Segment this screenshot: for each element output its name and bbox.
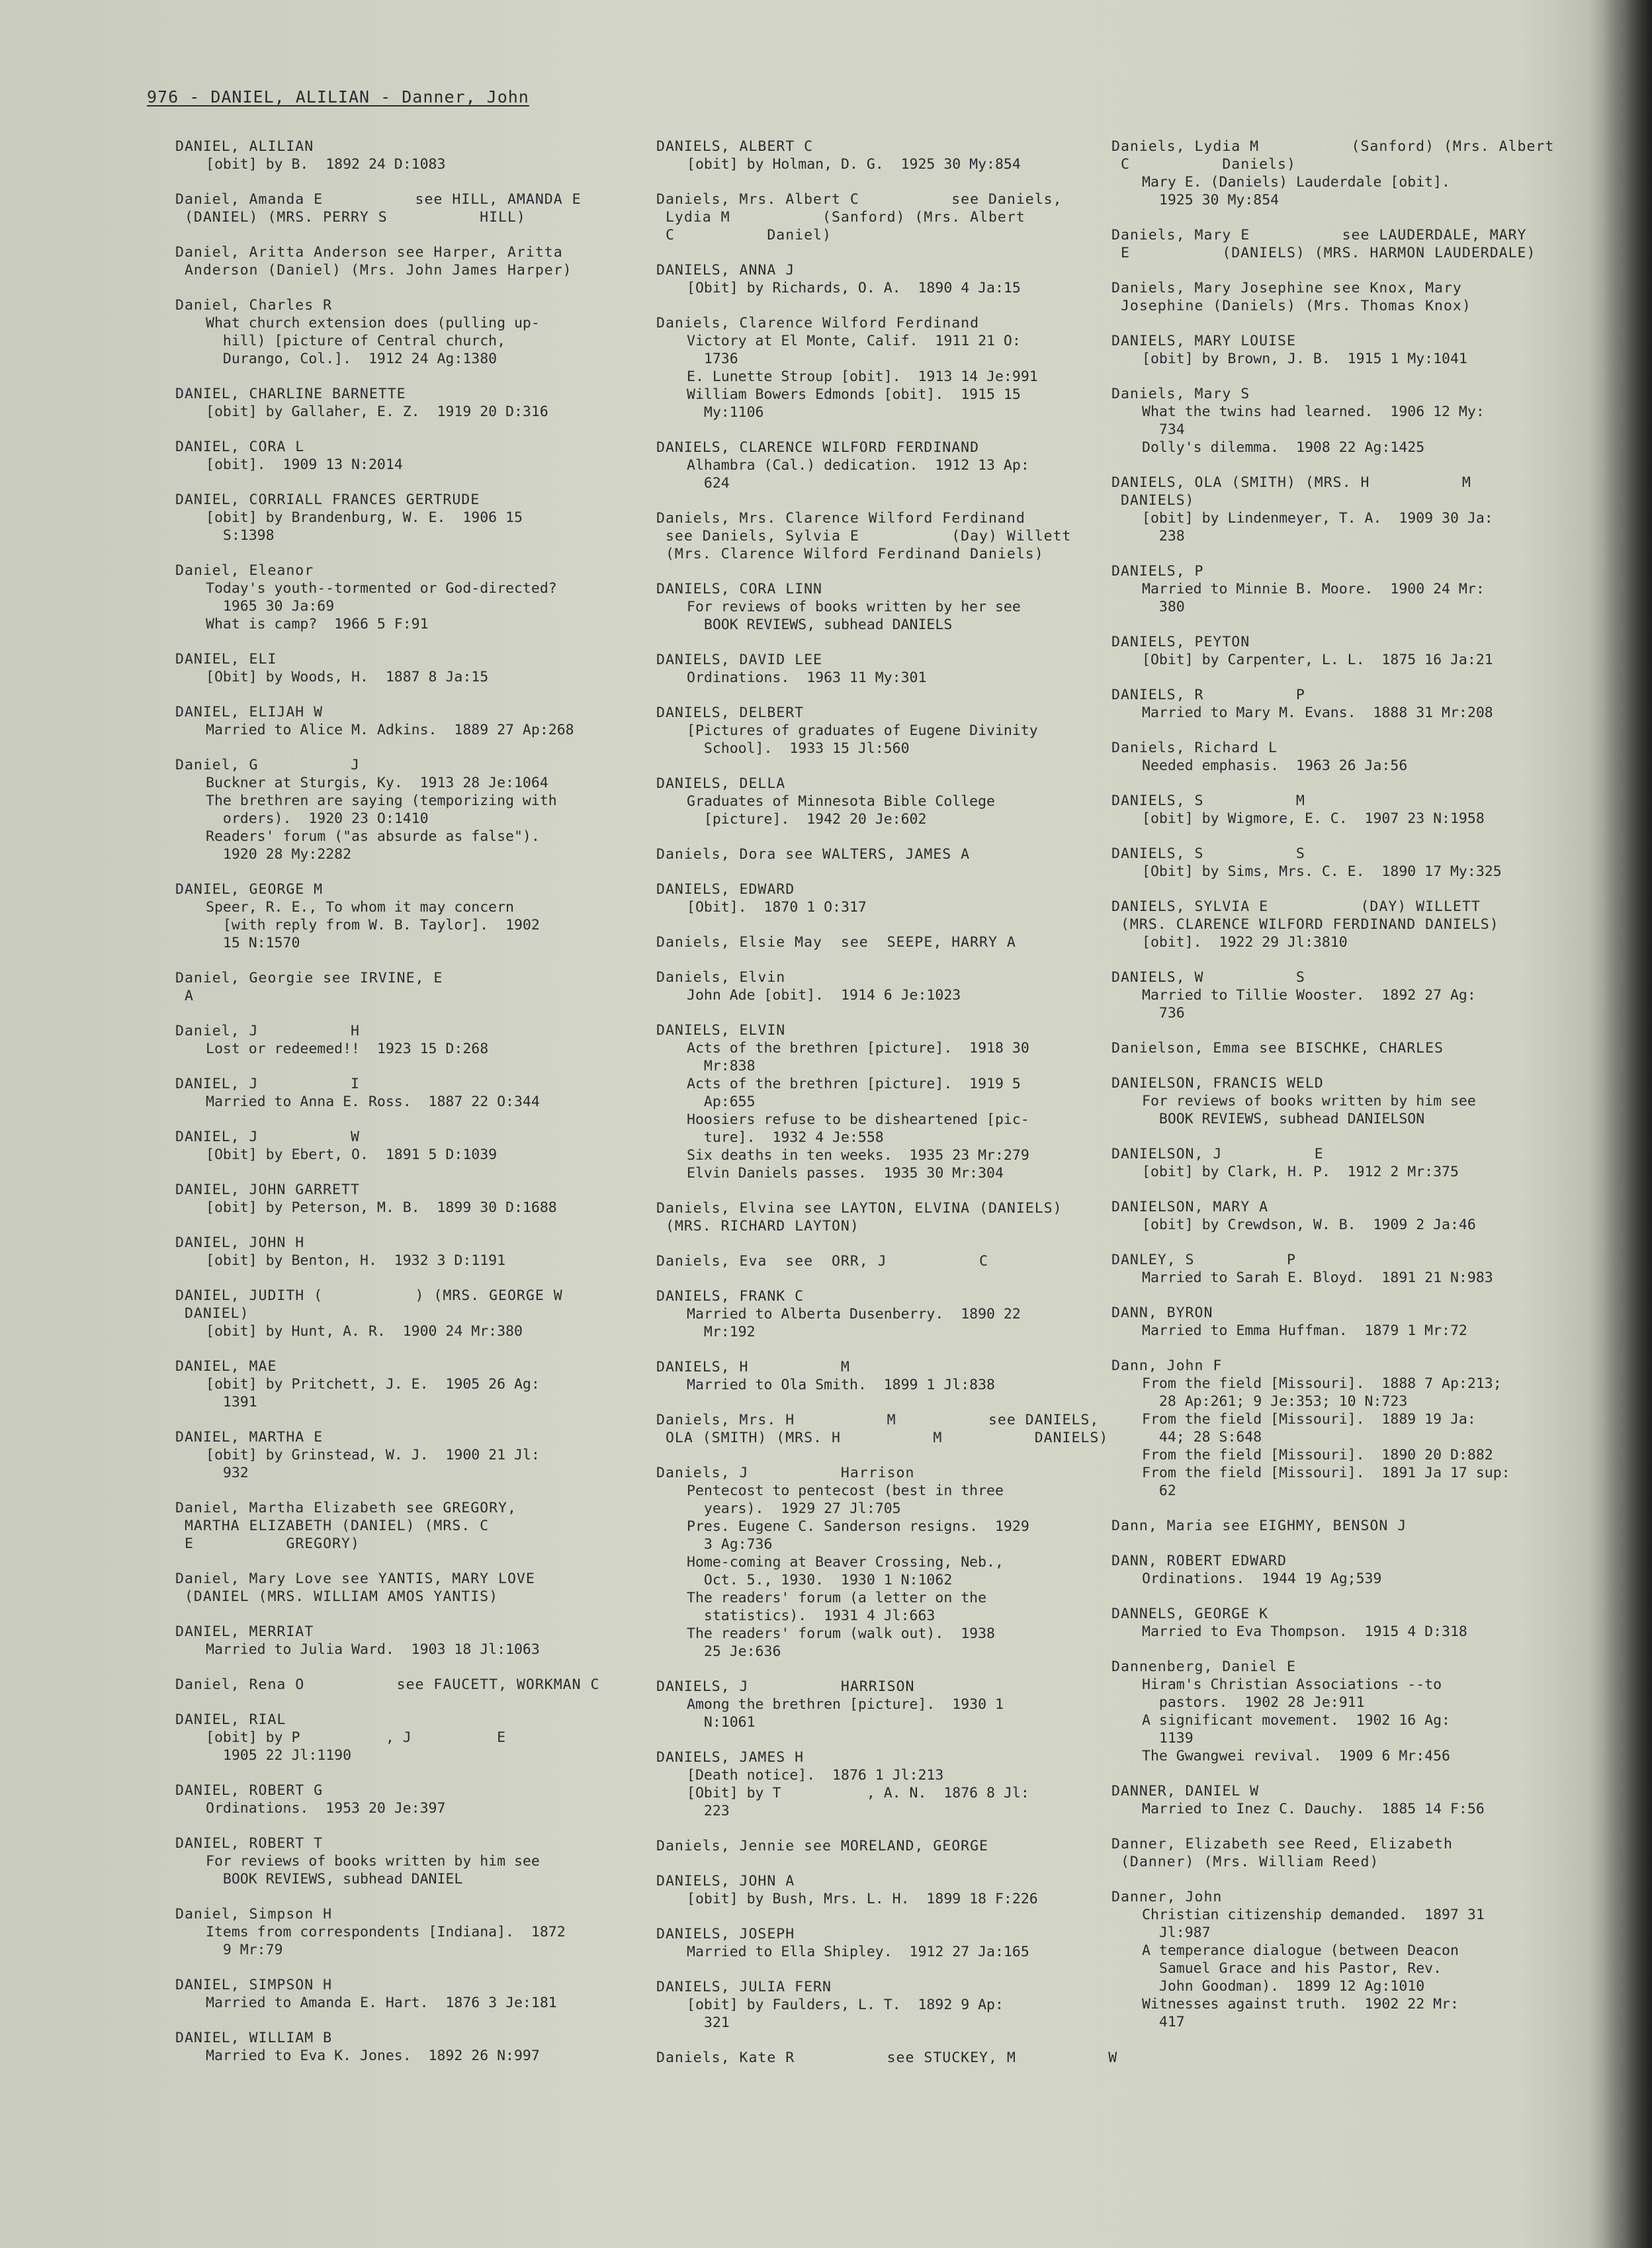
entry-citation: From the field [Missouri]. 1888 7 Ap:213; 28 Ap:261; 9 Je:353; 10 N:723 xyxy=(1142,1375,1502,1410)
entry-citation: Married to Eva K. Jones. 1892 26 N:997 xyxy=(206,2048,540,2064)
entry-citation: [obit]. 1909 13 N:2014 xyxy=(206,456,403,473)
entry-citation: Married to Mary M. Evans. 1888 31 Mr:208 xyxy=(1142,705,1493,721)
index-entry xyxy=(175,1976,638,2012)
entry-citation: What the twins had learned. 1906 12 My: 734 xyxy=(1142,404,1485,438)
entry-heading: Danielson, Emma see BISCHKE, CHARLES xyxy=(1111,1040,1444,1057)
entry-heading: DANN, BYRON xyxy=(1111,1305,1213,1321)
entry-citation: Married to Alice M. Adkins. 1889 27 Ap:268 xyxy=(206,722,574,738)
index-entry xyxy=(175,1181,638,1217)
entry-citation: Married to Julia Ward. 1903 18 Jl:1063 xyxy=(206,1641,540,1658)
index-entry xyxy=(656,1464,1119,1661)
entry-heading: Daniel, Eleanor xyxy=(175,562,314,579)
entry-citation: The brethren are saying (temporizing with orders). 1920 23 O:1410 xyxy=(206,793,557,827)
entry-heading: DANIELS, P xyxy=(1111,563,1204,580)
entry-heading: DANIEL, ALILIAN xyxy=(175,138,314,155)
entry-heading: Daniel, Charles R xyxy=(175,297,333,314)
index-entry xyxy=(1111,1357,1575,1500)
entry-heading: DANLEY, S P xyxy=(1111,1252,1296,1268)
index-entry xyxy=(175,1905,638,1959)
index-entry xyxy=(656,138,1119,173)
index-entry xyxy=(656,933,1119,951)
entry-heading: Daniel, Simpson H xyxy=(175,1906,333,1923)
entry-heading: DANIEL, SIMPSON H xyxy=(175,1977,333,1993)
entry-citation: William Bowers Edmonds [obit]. 1915 15 My:1106 xyxy=(687,386,1021,421)
entry-citation: [obit]. 1922 29 Jl:3810 xyxy=(1142,934,1348,951)
entry-heading: Daniels, Richard L xyxy=(1111,740,1278,756)
entry-heading: DANIELSON, MARY A xyxy=(1111,1199,1269,1215)
entry-heading: DANIEL, WILLIAM B xyxy=(175,2030,333,2046)
index-entry xyxy=(656,775,1119,828)
entry-citation: [Death notice]. 1876 1 Jl:213 xyxy=(687,1767,944,1784)
entry-citation: Ordinations. 1953 20 Je:397 xyxy=(206,1800,446,1817)
entry-heading: DANIEL, ELIJAH W xyxy=(175,704,324,720)
index-entry xyxy=(1111,1198,1575,1234)
page-number: 976 xyxy=(147,87,179,107)
entry-heading: Dann, John F xyxy=(1111,1358,1223,1374)
entry-citation: [obit] by B. 1892 24 D:1083 xyxy=(206,156,446,173)
index-column-1 xyxy=(175,138,638,2082)
entry-citation: [obit] by Bush, Mrs. L. H. 1899 18 F:226 xyxy=(687,1891,1038,1907)
entry-citation: Christian citizenship demanded. 1897 31 Jl:987 xyxy=(1142,1907,1485,1941)
entry-citation: Married to Emma Huffman. 1879 1 Mr:72 xyxy=(1142,1322,1467,1339)
entry-citation: [obit] by Brown, J. B. 1915 1 My:1041 xyxy=(1142,351,1467,367)
running-header: 976 - DANIEL, ALILIAN - Danner, John xyxy=(147,87,529,107)
entry-heading: DANIELS, ELVIN xyxy=(656,1022,786,1039)
entry-citation: Hiram's Christian Associations --to pastors. 1902 28 Je:911 xyxy=(1142,1676,1442,1711)
entry-heading: Daniel, Amanda E see HILL, AMANDA E (DANIEL) (MRS. PERRY S HILL) xyxy=(175,191,582,226)
entry-heading: Daniels, Mary S xyxy=(1111,386,1250,402)
index-entry xyxy=(1111,969,1575,1022)
entry-citation: [obit] by Grinstead, W. J. 1900 21 Jl: 932 xyxy=(206,1447,540,1481)
index-column-2 xyxy=(656,138,1119,2084)
entry-citation: [obit] by Brandenburg, W. E. 1906 15 S:1398 xyxy=(206,509,523,544)
entry-heading: DANIELS, W S xyxy=(1111,969,1305,986)
index-entry xyxy=(1111,1552,1575,1588)
entry-citation: From the field [Missouri]. 1890 20 D:882 xyxy=(1142,1447,1493,1463)
entry-heading: DANN, ROBERT EDWARD xyxy=(1111,1553,1287,1569)
index-entry xyxy=(1111,1517,1575,1535)
entry-citation: Ordinations. 1963 11 My:301 xyxy=(687,670,927,686)
entry-heading: DANIEL, RIAL xyxy=(175,1711,286,1728)
index-entry xyxy=(1111,474,1575,545)
entry-heading: DANIEL, MERRIAT xyxy=(175,1623,314,1640)
entry-citation: Graduates of Minnesota Bible College [picture]. 1942 20 Je:602 xyxy=(687,793,995,828)
entry-heading: DANIELS, S M xyxy=(1111,793,1305,809)
index-entry xyxy=(1111,1145,1575,1181)
index-entry xyxy=(656,1837,1119,1855)
entry-citation: The Gwangwei revival. 1909 6 Mr:456 xyxy=(1142,1748,1450,1764)
entry-heading: DANIELS, JAMES H xyxy=(656,1749,804,1766)
entry-heading: Daniels, Elvin xyxy=(656,969,786,986)
index-entry xyxy=(656,580,1119,634)
entry-heading: DANIEL, JOHN H xyxy=(175,1234,305,1251)
entry-heading: DANIELS, JULIA FERN xyxy=(656,1979,832,1995)
index-entry xyxy=(175,296,638,368)
index-entry xyxy=(656,1199,1119,1235)
entry-citation: Married to Ella Shipley. 1912 27 Ja:165 xyxy=(687,1944,1029,1960)
index-entry xyxy=(1111,1304,1575,1340)
entry-heading: DANIELS, CORA LINN xyxy=(656,581,822,597)
entry-heading: DANIEL, CORA L xyxy=(175,439,305,455)
entry-heading: Daniels, Mary Josephine see Knox, Mary Josephine (Daniels) (Mrs. Thomas Knox) xyxy=(1111,280,1471,314)
entry-heading: DANIEL, ROBERT G xyxy=(175,1782,324,1799)
header-range: DANIEL, ALILIAN - Danner, John xyxy=(210,87,529,107)
index-entry xyxy=(175,1835,638,1888)
index-entry xyxy=(656,1925,1119,1961)
entry-heading: DANIELS, JOHN A xyxy=(656,1873,795,1889)
index-entry xyxy=(1111,1605,1575,1641)
entry-heading: Daniels, Eva see ORR, J C xyxy=(656,1253,988,1270)
entry-heading: Daniels, Elsie May see SEEPE, HARRY A xyxy=(656,934,1016,951)
entry-heading: DANIELS, FRANK C xyxy=(656,1288,804,1305)
index-entry xyxy=(175,969,638,1005)
entry-heading: DANIELS, H M xyxy=(656,1359,850,1375)
entry-citation: [obit] by Wigmore, E. C. 1907 23 N:1958 xyxy=(1142,810,1485,827)
entry-citation: For reviews of books written by him see BOOK REVIEWS, subhead DANIEL xyxy=(206,1853,540,1887)
entry-citation: Married to Anna E. Ross. 1887 22 O:344 xyxy=(206,1094,540,1110)
entry-heading: DANIELSON, FRANCIS WELD xyxy=(1111,1075,1324,1092)
entry-heading: Daniel, Georgie see IRVINE, E A xyxy=(175,970,443,1004)
entry-citation: Items from correspondents [Indiana]. 1872 9 Mr:79 xyxy=(206,1924,566,1958)
entry-citation: Dolly's dilemma. 1908 22 Ag:1425 xyxy=(1142,439,1425,456)
entry-citation: E. Lunette Stroup [obit]. 1913 14 Je:991 xyxy=(687,368,1038,385)
index-entry xyxy=(175,385,638,421)
entry-heading: Daniel, Aritta Anderson see Harper, Aritta Anderson (Daniel) (Mrs. John James Harper) xyxy=(175,244,572,279)
entry-citation: Acts of the brethren [picture]. 1918 30 Mr:838 xyxy=(687,1040,1029,1074)
entry-heading: DANIELS, MARY LOUISE xyxy=(1111,333,1296,349)
index-entry xyxy=(656,1978,1119,2032)
entry-heading: DANIELS, ANNA J xyxy=(656,262,795,279)
entry-heading: Danner, Elizabeth see Reed, Elizabeth (Danner) (Mrs. William Reed) xyxy=(1111,1836,1453,1870)
entry-citation: [Obit] by Woods, H. 1887 8 Ja:15 xyxy=(206,669,489,685)
index-entry xyxy=(1111,633,1575,669)
entry-citation: [obit] by Pritchett, J. E. 1905 26 Ag: 1391 xyxy=(206,1376,540,1410)
entry-citation: [obit] by P , J E 1905 22 Jl:1190 xyxy=(206,1729,506,1764)
entry-citation: Elvin Daniels passes. 1935 30 Mr:304 xyxy=(687,1165,1004,1182)
entry-citation: Married to Minnie B. Moore. 1900 24 Mr: 380 xyxy=(1142,581,1485,615)
entry-heading: DANIEL, ELI xyxy=(175,651,277,668)
index-entry xyxy=(175,2029,638,2065)
entry-citation: [obit] by Faulders, L. T. 1892 9 Ap: 321 xyxy=(687,1997,1004,2031)
entry-heading: DANIELS, J HARRISON xyxy=(656,1678,915,1695)
index-entry xyxy=(1111,562,1575,616)
entry-heading: DANNER, DANIEL W xyxy=(1111,1783,1260,1799)
index-entry xyxy=(175,1676,638,1694)
index-entry xyxy=(175,1358,638,1411)
index-entry xyxy=(656,509,1119,563)
entry-heading: DANIELS, DELLA xyxy=(656,775,786,792)
entry-heading: DANIELS, EDWARD xyxy=(656,881,795,898)
entry-citation: Needed emphasis. 1963 26 Ja:56 xyxy=(1142,757,1408,774)
entry-citation: Married to Inez C. Dauchy. 1885 14 F:56 xyxy=(1142,1801,1485,1817)
index-entry xyxy=(656,651,1119,687)
entry-citation: Acts of the brethren [picture]. 1919 5 Ap:655 xyxy=(687,1076,1021,1110)
index-entry xyxy=(175,491,638,544)
entry-citation: For reviews of books written by her see BOOK REVIEWS, subhead DANIELS xyxy=(687,599,1021,633)
entry-heading: DANIEL, MARTHA E xyxy=(175,1429,324,1446)
entry-citation: Hoosiers refuse to be disheartened [pic- ture]. 1932 4 Je:558 xyxy=(687,1111,1029,1146)
entry-citation: A temperance dialogue (between Deacon Samuel Grace and his Pastor, Rev. John Goodman). 1899 12 Ag:1010 xyxy=(1142,1942,1459,1995)
entry-citation: [obit] by Gallaher, E. Z. 1919 20 D:316 xyxy=(206,404,548,420)
index-entry xyxy=(175,1782,638,1817)
entry-heading: Danner, John xyxy=(1111,1889,1223,1905)
entry-citation: Married to Amanda E. Hart. 1876 3 Je:181 xyxy=(206,1995,557,2011)
entry-citation: [obit] by Benton, H. 1932 3 D:1191 xyxy=(206,1252,506,1269)
entry-citation: Victory at El Monte, Calif. 1911 21 O: 1736 xyxy=(687,333,1021,367)
entry-heading: DANIEL, GEORGE M xyxy=(175,881,324,898)
entry-heading: Daniels, Mary E see LAUDERDALE, MARY E (DANIELS) (MRS. HARMON LAUDERDALE) xyxy=(1111,227,1536,261)
entry-heading: Daniels, Clarence Wilford Ferdinand xyxy=(656,315,980,331)
entry-heading: DANIEL, JOHN GARRETT xyxy=(175,1182,360,1198)
entry-heading: DANIELS, JOSEPH xyxy=(656,1926,795,1942)
index-entry xyxy=(1111,1039,1575,1057)
index-entry xyxy=(175,138,638,173)
entry-heading: Daniels, J Harrison xyxy=(656,1465,915,1481)
index-entry xyxy=(175,1128,638,1164)
entry-heading: Daniel, G J xyxy=(175,757,360,773)
index-entry xyxy=(175,703,638,739)
entry-citation: Married to Alberta Dusenberry. 1890 22 Mr:192 xyxy=(687,1306,1021,1340)
index-entry xyxy=(1111,1782,1575,1818)
entry-citation: Pres. Eugene C. Sanderson resigns. 1929 3 Ag:736 xyxy=(687,1518,1029,1553)
entry-citation: Married to Ola Smith. 1899 1 Jl:838 xyxy=(687,1377,995,1393)
index-entry xyxy=(175,1428,638,1482)
entry-heading: DANIEL, MAE xyxy=(175,1358,277,1375)
entry-heading: Daniels, Elvina see LAYTON, ELVINA (DANIELS) (MRS. RICHARD LAYTON) xyxy=(656,1200,1063,1234)
entry-heading: DANIELS, SYLVIA E (DAY) WILLETT (MRS. CLARENCE WILFORD FERDINAND DANIELS) xyxy=(1111,898,1499,933)
index-entry xyxy=(656,191,1119,244)
entry-heading: Daniel, Mary Love see YANTIS, MARY LOVE (DANIEL (MRS. WILLIAM AMOS YANTIS) xyxy=(175,1571,535,1605)
entry-heading: DANIEL, JUDITH ( ) (MRS. GEORGE W DANIEL) xyxy=(175,1287,563,1322)
index-entry xyxy=(656,1749,1119,1820)
entry-heading: Dannenberg, Daniel E xyxy=(1111,1659,1296,1675)
entry-citation: Six deaths in ten weeks. 1935 23 Mr:279 xyxy=(687,1147,1029,1164)
entry-citation: [Obit] by Richards, O. A. 1890 4 Ja:15 xyxy=(687,280,1021,296)
entry-heading: DANIELS, DAVID LEE xyxy=(656,652,822,668)
entry-citation: From the field [Missouri]. 1891 Ja 17 sup: 62 xyxy=(1142,1465,1510,1499)
index-entry xyxy=(175,881,638,952)
index-entry xyxy=(656,1411,1119,1447)
entry-heading: Daniels, Jennie see MORELAND, GEORGE xyxy=(656,1838,988,1854)
index-entry xyxy=(1111,792,1575,828)
entry-citation: [obit] by Holman, D. G. 1925 30 My:854 xyxy=(687,156,1021,173)
entry-citation: [Pictures of graduates of Eugene Divinity School]. 1933 15 Jl:560 xyxy=(687,722,1038,757)
entry-citation: Mary E. (Daniels) Lauderdale [obit]. 1925 30 My:854 xyxy=(1142,174,1450,208)
index-entry xyxy=(1111,845,1575,881)
entry-citation: Buckner at Sturgis, Ky. 1913 28 Je:1064 xyxy=(206,775,548,791)
entry-heading: Daniel, Martha Elizabeth see GREGORY, MARTHA ELIZABETH (DANIEL) (MRS. C E GREGORY) xyxy=(175,1500,517,1552)
entry-citation: John Ade [obit]. 1914 6 Je:1023 xyxy=(687,987,961,1004)
entry-heading: Daniels, Dora see WALTERS, JAMES A xyxy=(656,846,971,863)
entry-heading: DANIELS, CLARENCE WILFORD FERDINAND xyxy=(656,439,980,456)
entry-citation: Alhambra (Cal.) dedication. 1912 13 Ap: 624 xyxy=(687,457,1029,492)
entry-citation: [Obit] by Carpenter, L. L. 1875 16 Ja:21 xyxy=(1142,652,1493,668)
index-entry xyxy=(656,1678,1119,1731)
index-entry xyxy=(175,1287,638,1340)
index-entry xyxy=(175,191,638,226)
index-entry xyxy=(1111,686,1575,722)
entry-heading: Daniels, Mrs. Albert C see Daniels, Lydia M (Sanford) (Mrs. Albert C Daniel) xyxy=(656,191,1063,243)
entry-citation: From the field [Missouri]. 1889 19 Ja: 44; 28 S:648 xyxy=(1142,1411,1476,1446)
index-entry xyxy=(1111,226,1575,262)
index-entry xyxy=(175,562,638,633)
index-entry xyxy=(175,438,638,474)
entry-citation: [Obit] by Sims, Mrs. C. E. 1890 17 My:325 xyxy=(1142,863,1502,880)
page-edge-shadow xyxy=(1589,0,1652,2248)
entry-heading: DANIELS, R P xyxy=(1111,687,1305,703)
entry-citation: Pentecost to pentecost (best in three years). 1929 27 Jl:705 xyxy=(687,1483,1004,1517)
entry-citation: [obit] by Hunt, A. R. 1900 24 Mr:380 xyxy=(206,1323,523,1340)
entry-citation: [obit] by Crewdson, W. B. 1909 2 Ja:46 xyxy=(1142,1217,1476,1233)
entry-heading: Daniels, Kate R see STUCKEY, M W xyxy=(656,2050,1118,2066)
entry-citation: Witnesses against truth. 1902 22 Mr: 417 xyxy=(1142,1996,1459,2030)
entry-heading: Daniel, J H xyxy=(175,1023,360,1039)
entry-citation: What is camp? 1966 5 F:91 xyxy=(206,616,429,632)
index-entry xyxy=(175,243,638,279)
entry-citation: Among the brethren [picture]. 1930 1 N:1061 xyxy=(687,1696,1004,1731)
index-entry xyxy=(1111,1658,1575,1765)
index-entry xyxy=(175,1711,638,1764)
index-entry xyxy=(656,845,1119,863)
entry-heading: DANIEL, J I xyxy=(175,1076,360,1092)
entry-citation: Ordinations. 1944 19 Ag;539 xyxy=(1142,1571,1382,1587)
entry-heading: Daniels, Mrs. Clarence Wilford Ferdinand see Daniels, Sylvia E (Day) Willett (Mrs. Clarence Wilford Ferdinand Daniels) xyxy=(656,510,1072,562)
entry-heading: DANIEL, J W xyxy=(175,1129,360,1145)
index-entry xyxy=(656,314,1119,421)
index-entry xyxy=(1111,739,1575,775)
index-entry xyxy=(656,2049,1119,2067)
entry-heading: DANIELS, PEYTON xyxy=(1111,634,1250,650)
index-entry xyxy=(1111,138,1575,209)
index-entry xyxy=(1111,279,1575,315)
entry-citation: [Obit] by T , A. N. 1876 8 Jl: 223 xyxy=(687,1785,1029,1819)
index-entry xyxy=(175,1570,638,1606)
entry-heading: DANIEL, CORRIALL FRANCES GERTRUDE xyxy=(175,492,480,508)
index-entry xyxy=(656,261,1119,297)
entry-citation: [Obit] by Ebert, O. 1891 5 D:1039 xyxy=(206,1146,498,1163)
index-entry xyxy=(175,756,638,863)
index-column-3 xyxy=(1111,138,1575,2048)
entry-heading: Daniels, Mrs. H M see DANIELS, OLA (SMITH) (MRS. H M DANIELS) xyxy=(656,1412,1109,1446)
entry-citation: Home-coming at Beaver Crossing, Neb., Oct. 5., 1930. 1930 1 N:1062 xyxy=(687,1554,1004,1588)
index-entry xyxy=(175,1075,638,1111)
index-entry xyxy=(1111,332,1575,368)
index-entry xyxy=(175,1623,638,1659)
index-entry xyxy=(1111,1074,1575,1128)
index-entry xyxy=(175,650,638,686)
index-entry xyxy=(1111,898,1575,951)
entry-citation: A significant movement. 1902 16 Ag: 1139 xyxy=(1142,1712,1450,1747)
entry-heading: DANIEL, CHARLINE BARNETTE xyxy=(175,386,406,402)
index-entry xyxy=(1111,385,1575,456)
entry-citation: Married to Eva Thompson. 1915 4 D:318 xyxy=(1142,1623,1467,1640)
entry-heading: DANNELS, GEORGE K xyxy=(1111,1606,1269,1622)
entry-citation: Speer, R. E., To whom it may concern [with reply from W. B. Taylor]. 1902 15 N:1570 xyxy=(206,899,540,951)
index-entry xyxy=(175,1022,638,1058)
index-entry xyxy=(656,881,1119,916)
index-entry xyxy=(175,1234,638,1270)
index-entry xyxy=(656,1287,1119,1341)
entry-citation: The readers' forum (walk out). 1938 25 Je:636 xyxy=(687,1625,995,1660)
entry-citation: [obit] by Clark, H. P. 1912 2 Mr:375 xyxy=(1142,1164,1459,1180)
index-entry xyxy=(656,1252,1119,1270)
entry-citation: [obit] by Lindenmeyer, T. A. 1909 30 Ja: 238 xyxy=(1142,510,1493,544)
index-entry xyxy=(1111,1888,1575,2031)
index-entry xyxy=(656,1358,1119,1394)
entry-citation: [obit] by Peterson, M. B. 1899 30 D:1688 xyxy=(206,1199,557,1216)
index-entry xyxy=(656,1872,1119,1908)
index-entry xyxy=(656,969,1119,1004)
entry-heading: DANIELS, ALBERT C xyxy=(656,138,814,155)
index-entry xyxy=(1111,1251,1575,1287)
entry-citation: What church extension does (pulling up- hill) [picture of Central church, Durango, Col.]. 1912 24 Ag:1380 xyxy=(206,315,540,367)
entry-heading: Daniels, Lydia M (Sanford) (Mrs. Albert C Daniels) xyxy=(1111,138,1555,173)
entry-citation: Married to Tillie Wooster. 1892 27 Ag: 736 xyxy=(1142,987,1476,1021)
entry-citation: Lost or redeemed!! 1923 15 D:268 xyxy=(206,1041,489,1057)
entry-heading: DANIELSON, J E xyxy=(1111,1146,1324,1162)
entry-citation: Married to Sarah E. Bloyd. 1891 21 N:983 xyxy=(1142,1270,1493,1286)
entry-heading: DANIEL, ROBERT T xyxy=(175,1835,324,1852)
entry-heading: DANIELS, OLA (SMITH) (MRS. H M DANIELS) xyxy=(1111,474,1471,509)
index-entry xyxy=(656,704,1119,757)
index-entry xyxy=(175,1499,638,1553)
entry-heading: Daniel, Rena O see FAUCETT, WORKMAN C xyxy=(175,1676,600,1693)
entry-citation: Readers' forum ("as absurde as false"). 1920 28 My:2282 xyxy=(206,828,540,863)
entry-heading: Dann, Maria see EIGHMY, BENSON J xyxy=(1111,1518,1407,1534)
entry-citation: Today's youth--tormented or God-directed? 1965 30 Ja:69 xyxy=(206,580,557,615)
entry-heading: DANIELS, DELBERT xyxy=(656,705,804,721)
entry-citation: The readers' forum (a letter on the statistics). 1931 4 Jl:663 xyxy=(687,1590,987,1624)
entry-citation: For reviews of books written by him see BOOK REVIEWS, subhead DANIELSON xyxy=(1142,1093,1476,1127)
entry-citation: [Obit]. 1870 1 O:317 xyxy=(687,899,867,916)
index-entry xyxy=(656,439,1119,492)
entry-heading: DANIELS, S S xyxy=(1111,845,1305,862)
index-entry xyxy=(1111,1835,1575,1871)
index-entry xyxy=(656,1021,1119,1182)
